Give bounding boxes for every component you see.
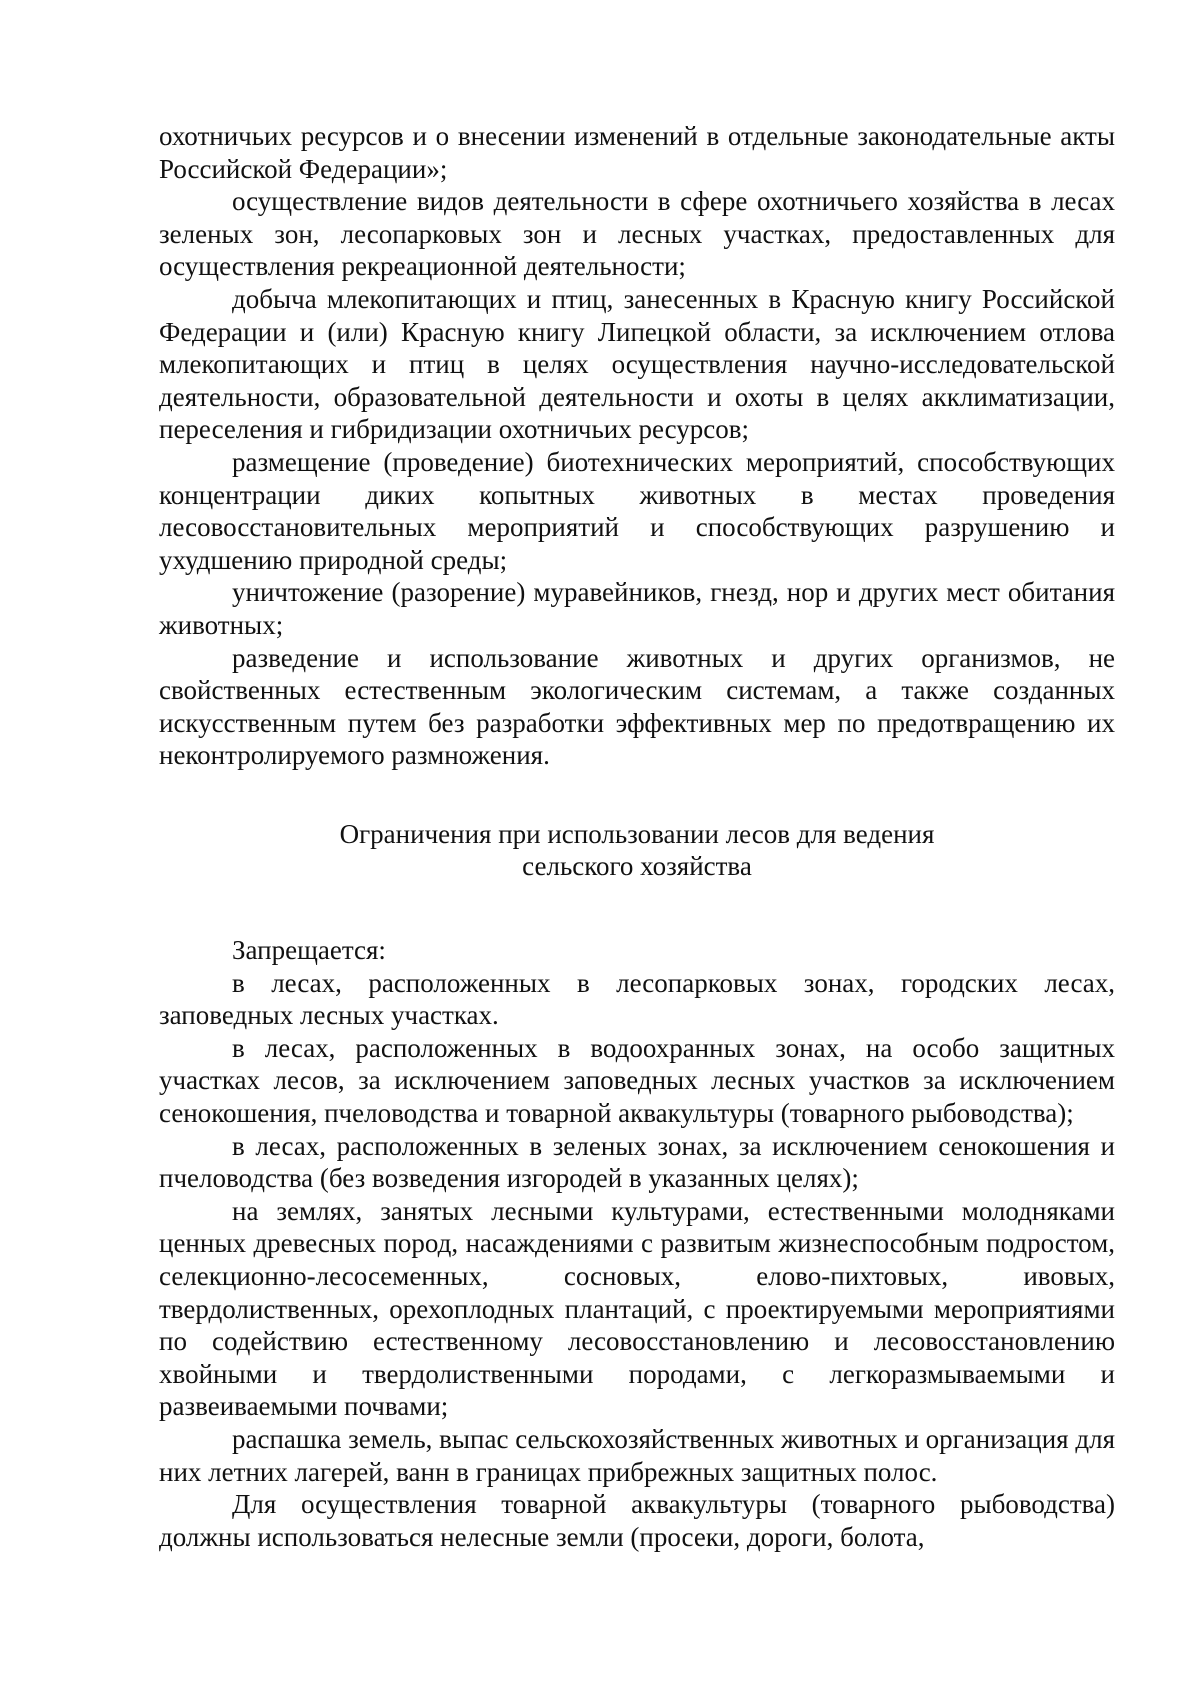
paragraph-aquaculture-lands: Для осуществления товарной аквакультуры (товарного рыбоводства) должны использоваться нелесные земли (просеки, дороги, болота, (159, 1489, 1115, 1552)
paragraph-forest-park-zones: в лесах, расположенных в лесопарковых зонах, городских лесах, заповедных лесных участках. (159, 967, 1115, 1031)
paragraph-prohibited-label: Запрещается: (232, 935, 386, 966)
paragraph-forest-cultures-lands: на землях, занятых лесными культурами, естественными молодняками ценных древесных пород, насаждениями с развитым жизнеспособным подростом, селекционно-лесосеменных, сосновых, елово-пихтовых, ивовых, твердолиственных, орехоплодных плантаций, с проектируемыми мероприятиями по содействию естественному лесовосстановлению и лесовосстановлению хвойными и твердолиственными породами, с легкоразмываемыми и развеиваемыми почвами; (159, 1195, 1115, 1422)
paragraph-habitat-destruction: уничтожение (разорение) муравейников, гнезд, нор и других мест обитания животных; (159, 577, 1115, 640)
paragraph-biotechnical-measures: размещение (проведение) биотехнических мероприятий, способствующих концентрации диких копытных животных в местах проведения лесовосстановительных мероприятий и способствующих разрушению и ухудшению природной среды; (159, 446, 1115, 575)
section-heading-line-1: Ограничения при использовании лесов для ведения (339, 818, 935, 849)
paragraph-non-native-organisms: разведение и использование животных и других организмов, не свойственных естественным экологическим системам, а также созданных искусственным путем без разработки эффективных мер по предотвращению их неконтролируемого размножения. (159, 642, 1115, 771)
paragraph-plowing-and-grazing: распашка земель, выпас сельскохозяйственных животных и организация для них летних лагерей, ванн в границах прибрежных защитных полос. (159, 1423, 1115, 1487)
section-heading (159, 818, 1115, 883)
section-heading-line-2: сельского хозяйства (522, 851, 752, 882)
paragraph-green-zones: в лесах, расположенных в зеленых зонах, за исключением сенокошения и пчеловодства (без возведения изгородей в указанных целях); (159, 1130, 1115, 1194)
paragraph-hunting-resources-law: охотничьих ресурсов и о внесении изменений в отдельные законодательные акты Российской Федерации»; (159, 121, 1115, 184)
paragraph-hunting-in-green-zones: осуществление видов деятельности в сфере охотничьего хозяйства в лесах зеленых зон, лесопарковых зон и лесных участках, предоставленных для осуществления рекреационной деятельности; (159, 186, 1115, 282)
paragraph-red-book-species: добыча млекопитающих и птиц, занесенных в Красную книгу Российской Федерации и (или) Красную книгу Липецкой области, за исключением отлова млекопитающих и птиц в целях осуществления научно-исследовательской деятельности, образовательной деятельности и охоты в целях акклиматизации, переселения и гибридизации охотничьих ресурсов; (159, 283, 1115, 445)
document-body (159, 120, 1115, 1553)
paragraph-water-protection-zones: в лесах, расположенных в водоохранных зонах, на особо защитных участках лесов, за исключением заповедных лесных участков за исключением сенокошения, пчеловодства и товарной аквакультуры (товарного рыбоводства); (159, 1032, 1115, 1129)
